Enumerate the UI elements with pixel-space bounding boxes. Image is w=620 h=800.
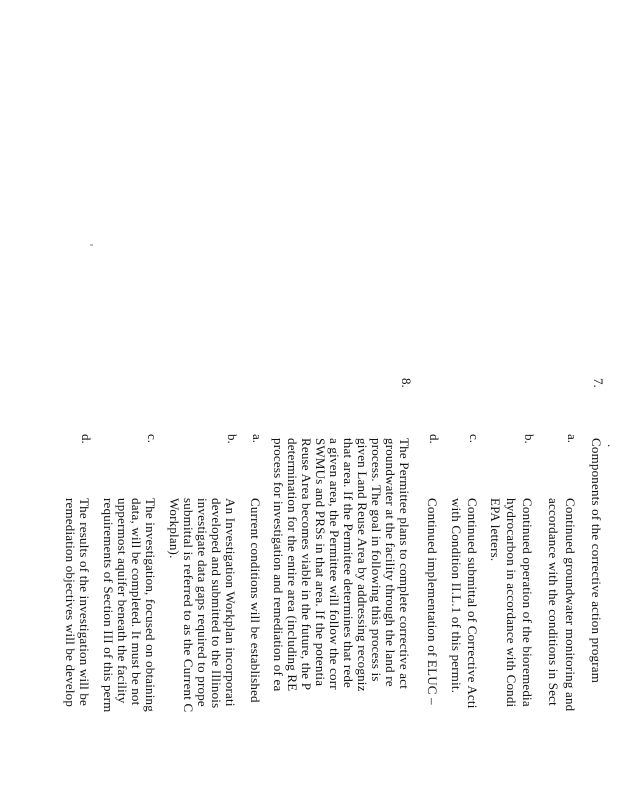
item-8a-label: a. <box>250 434 265 444</box>
item-7a-line: Continued groundwater monitoring and <box>563 498 578 712</box>
item-7d-line: Continued implementation of ELUC – <box>425 498 440 705</box>
item-8d-line: remediation objectives will be develop <box>63 498 78 708</box>
item-8-number: 8. <box>399 378 414 388</box>
item-7b-line: Continued operation of the bioremedia <box>520 498 535 707</box>
item-8-paragraph-line: given Land Reuse Area by addressing recogniz <box>355 438 370 692</box>
item-8b-line: investigate data gaps required to prope <box>195 498 210 707</box>
item-8-paragraph-line: The Permittee plans to complete corrective act <box>397 438 412 690</box>
item-7a-label: a. <box>565 434 580 444</box>
item-8b-label: b. <box>225 434 240 444</box>
item-7c-label: c. <box>467 434 482 444</box>
item-8b-line: Workplan). <box>167 498 182 559</box>
item-8-paragraph-line: process for investigation and remediation of ea <box>271 438 286 692</box>
header-mark: . <box>605 444 620 448</box>
item-8-paragraph-line: that area. If the Permittee determines that rede <box>341 438 356 688</box>
item-7b-label: b. <box>522 434 537 444</box>
scan-speck <box>90 244 93 246</box>
item-7-heading: Components of the corrective action program <box>589 438 604 684</box>
item-8b-line: developed and submitted to the Illinois <box>209 498 224 709</box>
item-8-paragraph-line: determination for the entire area (including RE <box>285 438 300 692</box>
item-7b-line: EPA letters. <box>488 498 503 562</box>
item-8c-label: c. <box>145 434 160 444</box>
item-8b-line: submittal is referred to as the Current C <box>181 498 196 713</box>
item-7c-line: with Condition II.L.1 of this permit. <box>449 498 464 694</box>
item-8-paragraph-line: a given area, the Permittee will follow the corr <box>327 438 342 690</box>
item-8-paragraph-line: groundwater at the facility through the land re <box>383 438 398 687</box>
item-8c-line: data, will be completed. It must be not <box>129 498 144 706</box>
item-8d-line: The results of the investigation will be <box>77 498 92 707</box>
item-8-paragraph-line: SWMUs and PRSs in that area. If the potentia <box>313 438 328 687</box>
item-8-paragraph-line: process. The goal in following this process is <box>369 438 384 682</box>
item-8c-line: requirements of Section III of this perm <box>101 498 116 713</box>
item-8-paragraph-line: Reuse Area becomes viable in the future, the P <box>299 438 314 691</box>
item-8a-line: Current conditions will be established <box>248 498 263 703</box>
item-8d-label: d. <box>79 434 94 444</box>
item-7-number: 7. <box>591 378 606 388</box>
item-8c-line: uppermost aquifer beneath the facility <box>115 498 130 704</box>
item-7b-line: hydrocarbon in accordance with Condi <box>504 498 519 708</box>
item-8b-line: An Investigation Workplan incorporati <box>223 498 238 707</box>
item-7c-line: Continued submittal of Corrective Acti <box>465 498 480 709</box>
item-7a-line: accordance with the conditions in Sect <box>546 498 561 706</box>
item-7d-label: d. <box>427 434 442 444</box>
item-8c-line: The investigation, focused on obtaining <box>143 498 158 712</box>
